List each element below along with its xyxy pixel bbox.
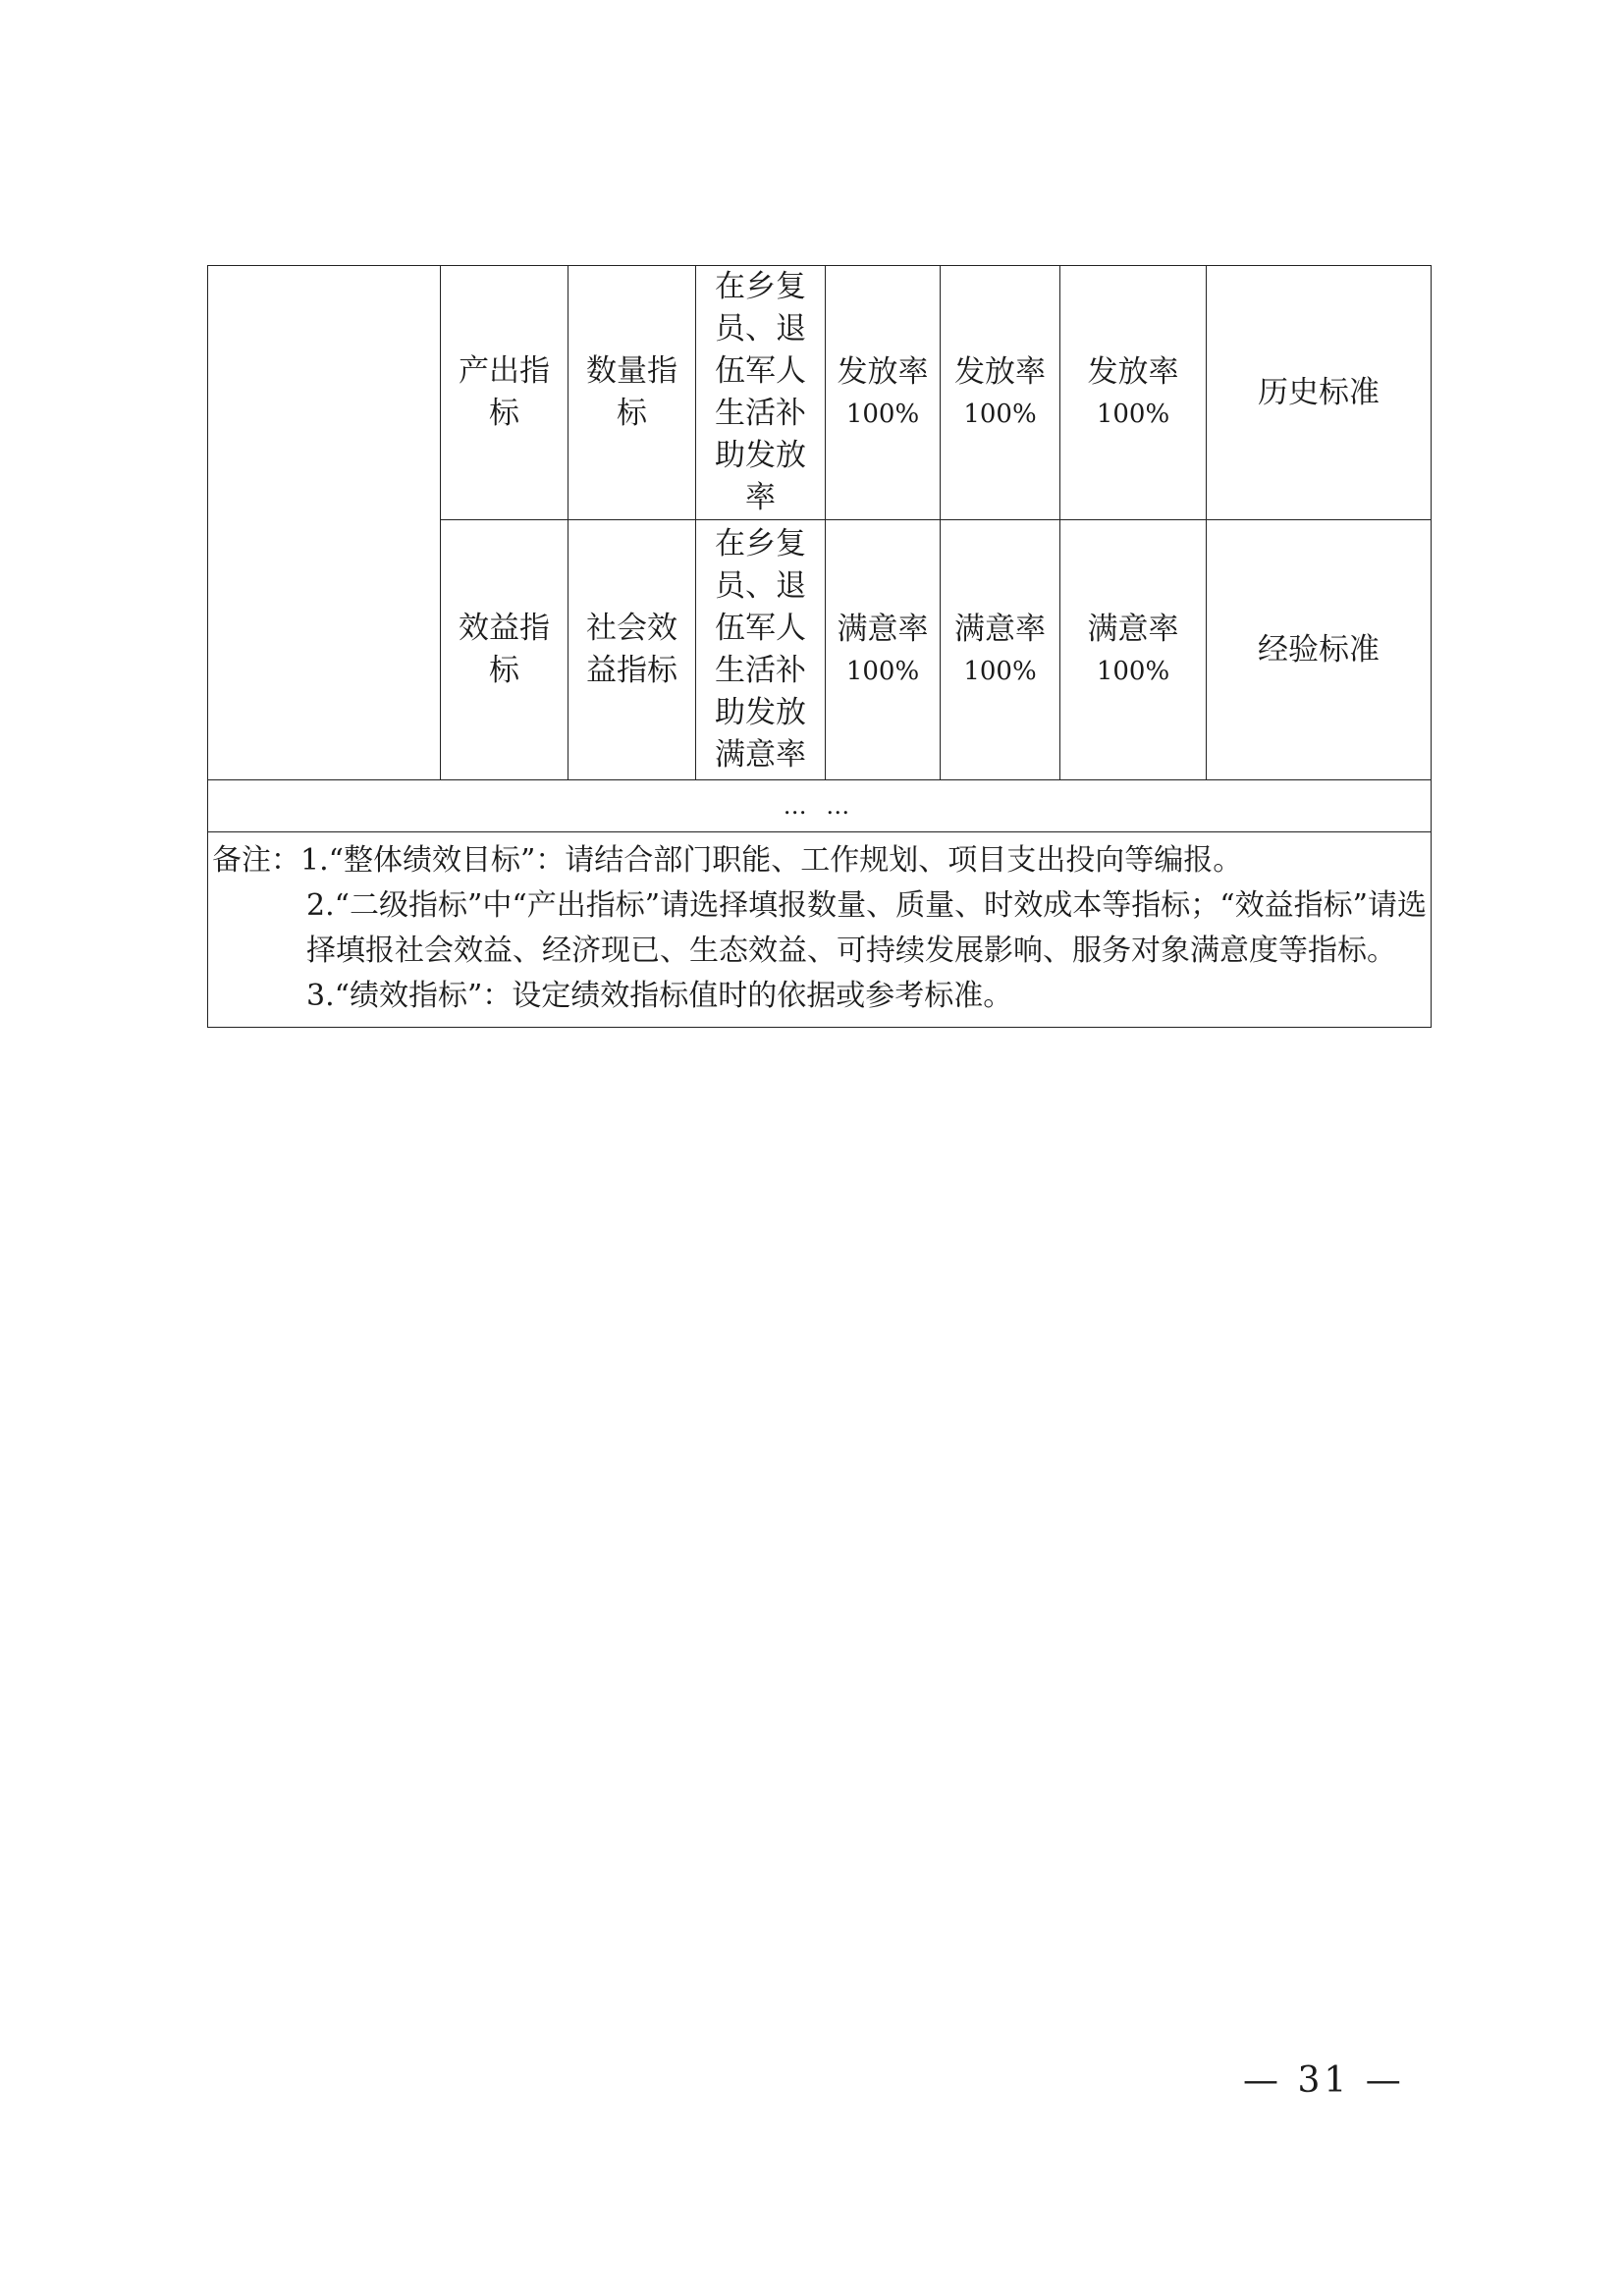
target-percent: 100% [845, 399, 920, 429]
ellipsis-cell: … … [208, 780, 1432, 832]
target-value-cell [826, 520, 941, 780]
level1-indicator-cell: 产出指标 [441, 266, 568, 520]
basis-cell: 历史标准 [1207, 266, 1432, 520]
ellipsis-row [208, 780, 1432, 832]
indicator-name-cell: 在乡复员、退伍军人生活补助发放率 [696, 266, 826, 520]
target-value-cell [941, 266, 1060, 520]
target-label: 满意率 [1087, 611, 1179, 647]
target-label: 发放率 [837, 353, 929, 390]
level2-indicator-cell: 数量指标 [568, 266, 696, 520]
target-percent: 100% [1096, 399, 1170, 429]
target-value-cell [1060, 266, 1207, 520]
target-percent: 100% [963, 656, 1037, 686]
note-1: 备注：1.“整体绩效目标”：请结合部门职能、工作规划、项目支出投向等编报。 [212, 843, 1243, 878]
target-label: 满意率 [954, 611, 1046, 647]
target-label: 发放率 [1087, 353, 1179, 390]
target-percent: 100% [845, 656, 920, 686]
note-2: 2.“二级指标”中“产出指标”请选择填报数量、质量、时效成本等指标；“效益指标”请选择填报社会效益、经济现已、生态效益、可持续发展影响、服务对象满意度等指标。 [306, 888, 1427, 968]
basis-cell: 经验标准 [1207, 520, 1432, 780]
note-3: 3.“绩效指标”：设定绩效指标值时的依据或参考标准。 [306, 979, 1013, 1013]
target-percent: 100% [1096, 656, 1170, 686]
target-percent: 100% [963, 399, 1037, 429]
target-label: 满意率 [837, 611, 929, 647]
target-value-cell [1060, 520, 1207, 780]
target-label: 发放率 [954, 353, 1046, 390]
performance-indicator-table [207, 265, 1432, 1028]
level1-indicator-cell: 效益指标 [441, 520, 568, 780]
page-number: — 31 — [1243, 2060, 1405, 2101]
target-value-cell [826, 266, 941, 520]
notes-row [208, 832, 1432, 1028]
target-value-cell [941, 520, 1060, 780]
table-row [208, 266, 1432, 520]
indicator-name-cell: 在乡复员、退伍军人生活补助发放满意率 [696, 520, 826, 780]
notes-cell [208, 832, 1432, 1028]
blank-merged-cell [208, 266, 441, 780]
level2-indicator-cell: 社会效益指标 [568, 520, 696, 780]
